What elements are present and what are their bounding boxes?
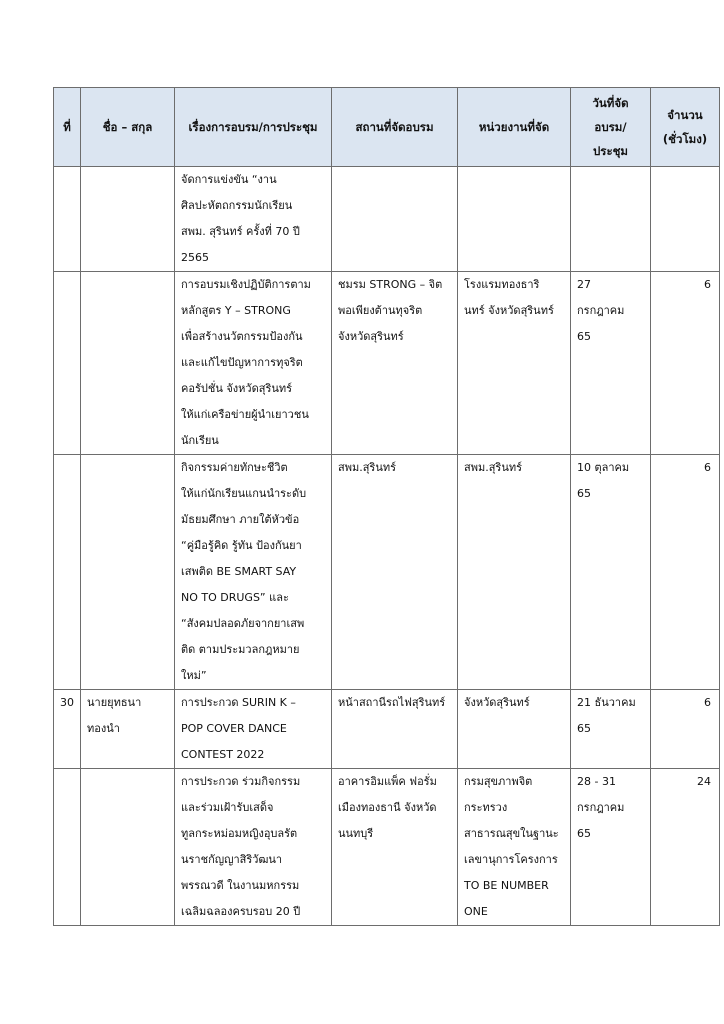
cell-date [571, 455, 651, 690]
cell-venue [332, 690, 458, 769]
header-date-line: อบรม/ [594, 120, 627, 134]
cell-date-line: กรกฎาคม [577, 801, 625, 814]
cell-date [571, 167, 651, 272]
cell-topic-line: 2565 [181, 251, 209, 264]
cell-organizer [458, 272, 571, 455]
cell-name [81, 690, 175, 769]
cell-topic-line: พรรณวดี ในงานมหกรรม [181, 879, 300, 892]
cell-topic-line: เพื่อสร้างนวัตกรรมป้องกัน [181, 330, 303, 343]
cell-no [54, 167, 81, 272]
cell-hours: 6 [651, 690, 720, 769]
cell-topic-line: นราชกัญญาสิริวัฒนา [181, 853, 283, 866]
table-body [54, 167, 720, 926]
cell-hours: 6 [651, 272, 720, 455]
cell-organizer-line: โรงแรมทองธาริ [464, 278, 540, 291]
cell-topic-line: POP COVER DANCE [181, 722, 287, 735]
cell-venue [332, 769, 458, 926]
header-name: ชื่อ – สกุล [81, 88, 175, 167]
cell-venue-line: หน้าสถานีรถไฟสุรินทร์ [338, 696, 446, 709]
cell-venue-line: เมืองทองธานี จังหวัด [338, 801, 437, 814]
training-record-table [53, 87, 720, 926]
cell-date [571, 272, 651, 455]
cell-date-line: 65 [577, 330, 591, 343]
header-row [54, 88, 720, 167]
header-venue: สถานที่จัดอบรม [332, 88, 458, 167]
cell-date-line: 65 [577, 827, 591, 840]
cell-topic-line: เสพติด BE SMART SAY [181, 565, 297, 578]
cell-date-line: 65 [577, 487, 591, 500]
table-row [54, 167, 720, 272]
cell-venue-line: สพม.สุรินทร์ [338, 461, 397, 474]
cell-topic-line: การประกวด SURIN K – [181, 696, 296, 709]
cell-date-line: 10 ตุลาคม [577, 461, 630, 474]
cell-organizer-line: จังหวัดสุรินทร์ [464, 696, 530, 709]
table-row [54, 769, 720, 926]
table-row [54, 455, 720, 690]
header-hours [651, 88, 720, 167]
cell-topic-line: สพม. สุรินทร์ ครั้งที่ 70 ปี [181, 225, 300, 238]
cell-topic-line: และร่วมเฝ้ารับเสด็จ [181, 801, 274, 814]
cell-date-line: 28 - 31 [577, 775, 616, 788]
cell-no [54, 455, 81, 690]
cell-hours: 24 [651, 769, 720, 926]
header-organizer: หน่วยงานที่จัด [458, 88, 571, 167]
cell-venue-line: จังหวัดสุรินทร์ [338, 330, 404, 343]
cell-topic-line: ใหม่” [181, 669, 207, 682]
header-hours-line: (ชั่วโมง) [662, 132, 708, 146]
header-date [571, 88, 651, 167]
cell-topic-line: และแก้ไขปัญหาการทุจริต [181, 356, 303, 369]
cell-organizer [458, 167, 571, 272]
cell-organizer-line: เลขานุการโครงการ [464, 853, 558, 866]
table-row [54, 690, 720, 769]
cell-date-line: 65 [577, 722, 591, 735]
cell-organizer [458, 455, 571, 690]
cell-organizer-line: นทร์ จังหวัดสุรินทร์ [464, 304, 554, 317]
cell-date [571, 690, 651, 769]
cell-organizer-line: กระทรวง [464, 801, 508, 814]
cell-topic-line: การอบรมเชิงปฏิบัติการตาม [181, 278, 311, 291]
cell-topic-line: หลักสูตร Y – STRONG [181, 304, 291, 317]
cell-topic-line: คอรัปชั่น จังหวัดสุรินทร์ [181, 382, 293, 395]
cell-organizer-line: ONE [464, 905, 488, 918]
cell-topic-line: กิจกรรมค่ายทักษะชีวิต [181, 461, 288, 474]
cell-topic-line: ให้แก่เครือข่ายผู้นำเยาวชน [181, 408, 309, 421]
header-no: ที่ [54, 88, 81, 167]
cell-topic-line: ทูลกระหม่อมหญิงอุบลรัต [181, 827, 298, 840]
cell-topic [175, 455, 332, 690]
cell-name [81, 769, 175, 926]
cell-topic-line: ให้แก่นักเรียนแกนนำระดับ [181, 487, 307, 500]
cell-organizer-line: กรมสุขภาพจิต [464, 775, 533, 788]
cell-no: 30 [54, 690, 81, 769]
cell-venue-line: พอเพียงต้านทุจริต [338, 304, 423, 317]
cell-topic-line: จัดการแข่งขัน “งาน [181, 173, 277, 186]
cell-topic [175, 769, 332, 926]
cell-no [54, 769, 81, 926]
cell-date-line: 21 ธันวาคม [577, 696, 636, 709]
header-hours-line: จำนวน [667, 108, 703, 122]
cell-venue-line: นนทบุรี [338, 827, 374, 840]
cell-hours [651, 167, 720, 272]
cell-organizer [458, 769, 571, 926]
cell-venue [332, 272, 458, 455]
cell-name [81, 167, 175, 272]
cell-topic-line: “สังคมปลอดภัยจากยาเสพ [181, 617, 305, 630]
cell-organizer-line: สพม.สุรินทร์ [464, 461, 523, 474]
cell-name [81, 455, 175, 690]
cell-organizer [458, 690, 571, 769]
cell-organizer-line: สาธารณสุขในฐานะ [464, 827, 559, 840]
cell-name [81, 272, 175, 455]
header-topic: เรื่องการอบรม/การประชุม [175, 88, 332, 167]
cell-name-line: ทองนำ [87, 722, 120, 735]
cell-no [54, 272, 81, 455]
cell-name-line: นายยุทธนา [87, 696, 142, 709]
header-date-line: ประชุม [592, 144, 629, 158]
cell-topic [175, 272, 332, 455]
cell-topic-line: มัธยมศึกษา ภายใต้หัวข้อ [181, 513, 300, 526]
cell-topic-line: ศิลปะหัตถกรรมนักเรียน [181, 199, 293, 212]
cell-venue-line: อาคารอิมแพ็ค ฟอรั่ม [338, 775, 437, 788]
cell-topic-line: นักเรียน [181, 434, 219, 447]
cell-venue [332, 167, 458, 272]
table-row [54, 272, 720, 455]
cell-date-line: 27 [577, 278, 591, 291]
cell-topic-line: ติด ตามประมวลกฎหมาย [181, 643, 300, 656]
cell-hours: 6 [651, 455, 720, 690]
cell-organizer-line: TO BE NUMBER [464, 879, 549, 892]
cell-topic [175, 690, 332, 769]
cell-topic-line: NO TO DRUGS” และ [181, 591, 289, 604]
header-date-line: วันที่จัด [592, 96, 629, 110]
cell-topic-line: การประกวด ร่วมกิจกรรม [181, 775, 301, 788]
cell-topic-line: “คู่มือรู้คิด รู้ทัน ป้องกันยา [181, 539, 302, 552]
cell-venue-line: ชมรม STRONG – จิต [338, 278, 443, 291]
cell-topic-line: เฉลิมฉลองครบรอบ 20 ปี [181, 905, 301, 918]
cell-date [571, 769, 651, 926]
cell-topic [175, 167, 332, 272]
cell-topic-line: CONTEST 2022 [181, 748, 265, 761]
cell-date-line: กรกฎาคม [577, 304, 625, 317]
cell-venue [332, 455, 458, 690]
